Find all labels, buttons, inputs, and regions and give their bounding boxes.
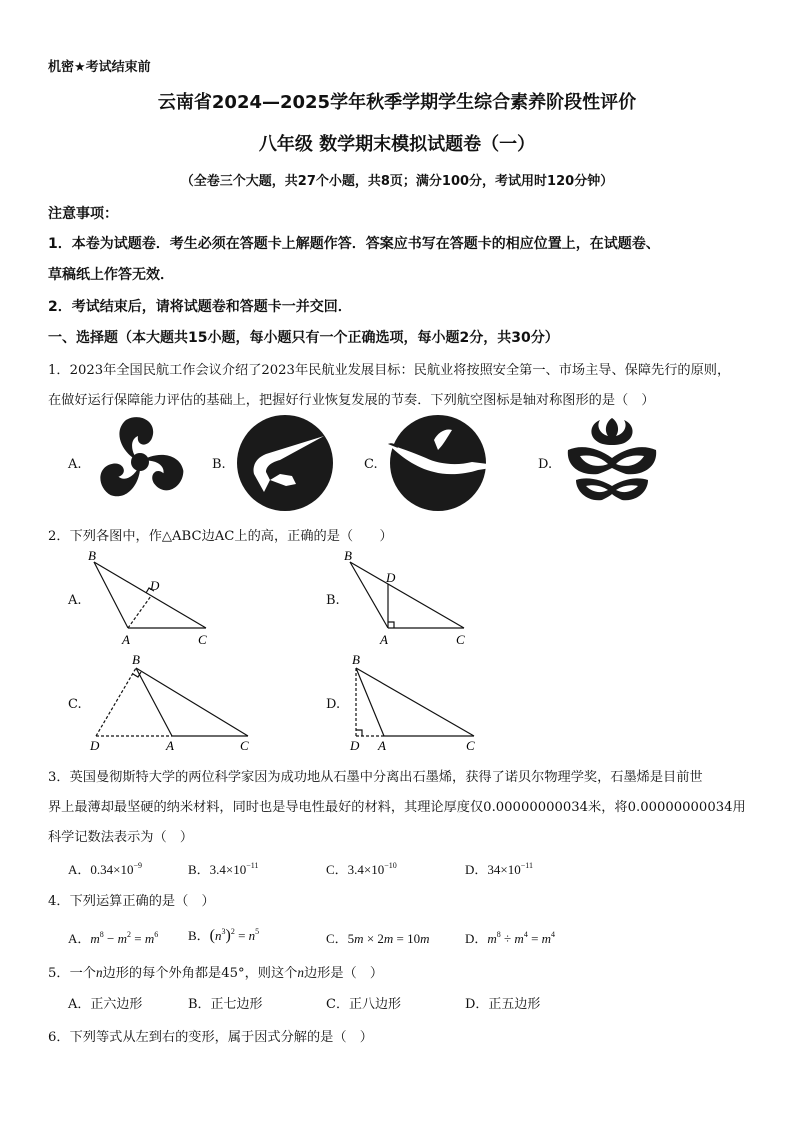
confidential-label: 机密★考试结束前: [48, 60, 151, 75]
vertex-c-label: C: [198, 632, 207, 647]
q3-option-c-base: 3.4×10: [347, 862, 385, 877]
q5-stem: [48, 962, 383, 981]
exam-title: 云南省2024—2025学年秋季学期学生综合素养阶段性评价: [157, 92, 637, 113]
q4-option-b: B．$(n^3)^2 = n^5$: [188, 927, 260, 944]
q1-option-c-label: C.: [364, 457, 378, 472]
swallow-logo: [236, 414, 334, 512]
q1-option-b-label: B.: [212, 457, 226, 472]
notice-heading: 注意事项：: [48, 206, 118, 222]
q5-stem-part3: 边形是（ ）: [303, 966, 384, 981]
q6-stem: 6．下列等式从左到右的变形，属于因式分解的是（ ）: [48, 1030, 373, 1045]
q1-stem-line1: 1．2023年全国民航工作会议介绍了2023年民航业发展目标：民航业将按照安全第一、市场主导、保障先行的原则，: [48, 363, 731, 378]
q5-option-a: A．正六边形: [68, 997, 143, 1012]
q4-option-a-label: A．: [68, 931, 91, 946]
q1-stem-line2: 在做好运行保障能力评估的基础上，把握好行业恢复发展的节奏．下列航空图标是轴对称图形的是（ ）: [48, 393, 655, 408]
q3-option-a-label: A．: [68, 862, 91, 877]
q2-option-a-label: A.: [68, 593, 82, 608]
q3-option-b-exponent: −11: [246, 861, 259, 870]
q3-option-b-base: 3.4×10: [209, 862, 247, 877]
q3-stem-line1: 3．英国曼彻斯特大学的两位科学家因为成功地从石墨中分离出石墨烯，获得了诺贝尔物理学奖，石墨烯是目前世: [48, 770, 703, 785]
q4-option-d: D．$m^8 \div m^4 = m^4$: [465, 930, 556, 946]
q3-option-b-label: B．: [188, 862, 210, 877]
q2-option-b-label: B.: [326, 593, 340, 608]
vertex-a-label: A: [122, 632, 130, 647]
vertex-d-label: D: [90, 738, 100, 753]
q4-option-d-label: D．: [465, 931, 488, 946]
q2-option-c-label: C.: [68, 697, 82, 712]
q3-stem-line3: 科学记数法表示为（ ）: [48, 830, 194, 845]
q3-stem-line2: 界上最薄却最坚硬的纳米材料，同时也是导电性最好的材料，其理论厚度仅0.00000000034米，将0.00000000034用: [48, 800, 746, 815]
q3-option-c-label: C．: [326, 862, 348, 877]
vertex-d-label: D: [386, 570, 396, 585]
vertex-b-label: B: [132, 652, 140, 667]
q5-option-d: D．正五边形: [465, 997, 541, 1012]
q3-option-a-base: 0.34×10: [90, 862, 134, 877]
q2-stem: 2．下列各图中，作△ABC边AC上的高，正确的是（ ）: [48, 529, 393, 544]
q5-variable-n: n: [95, 965, 103, 980]
vertex-a-label: A: [378, 738, 386, 753]
q5-option-b: B．正七边形: [188, 997, 263, 1012]
vertex-c-label: C: [240, 738, 249, 753]
q3-option-a: [68, 859, 142, 878]
q1-option-d-label: D.: [538, 457, 553, 472]
q2-option-d-label: D.: [326, 697, 341, 712]
vertex-c-label: C: [466, 738, 475, 753]
triangle-figure-a: [86, 548, 216, 648]
triangle-figure-c: [86, 652, 256, 756]
q3-option-c-exponent: −10: [384, 861, 397, 870]
triangle-figure-d: [344, 652, 484, 756]
vertex-a-label: A: [166, 738, 174, 753]
vertex-c-label: C: [456, 632, 465, 647]
notice-item-1-cont: 草稿纸上作答无效．: [48, 267, 174, 283]
vertex-d-label: D: [350, 738, 360, 753]
crane-logo: [386, 414, 506, 512]
q4-stem: 4．下列运算正确的是（ ）: [48, 894, 215, 909]
vertex-d-label: D: [150, 578, 160, 593]
exam-subtitle: 八年级 数学期末模拟试题卷（一）: [258, 134, 536, 155]
vertex-b-label: B: [344, 548, 352, 563]
q3-option-c: [326, 859, 397, 878]
q3-option-d-base: 34×10: [487, 862, 521, 877]
q5-option-c: C．正八边形: [326, 997, 401, 1012]
exam-info: （全卷三个大题，共27个小题，共8页；满分100分，考试用时120分钟）: [180, 174, 614, 189]
q3-option-d-label: D．: [465, 862, 488, 877]
q4-option-b-label: B．: [188, 928, 210, 943]
q3-option-b: [188, 859, 258, 878]
triangle-figure-b: [342, 548, 476, 648]
triskelion-logo: [92, 414, 188, 510]
vertex-b-label: B: [352, 652, 360, 667]
q4-option-a: A．$m^8 - m^2 = m^6$: [68, 930, 159, 946]
q5-stem-part1: 5．一个: [48, 966, 96, 981]
q5-stem-part2: 边形的每个外角都是45°，则这个: [102, 966, 298, 981]
q3-option-a-exponent: −9: [133, 861, 142, 870]
q3-option-d-exponent: −11: [520, 861, 533, 870]
ornament-logo: [562, 414, 662, 510]
section-heading: 一、选择题（本大题共15小题，每小题只有一个正确选项，每小题2分，共30分）: [48, 330, 559, 346]
q1-option-a-label: A.: [68, 457, 82, 472]
q4-option-c: C．5m × 2m = 10m: [326, 931, 430, 946]
q5-variable-n: n: [297, 965, 304, 980]
q3-option-d: [465, 859, 533, 878]
notice-item-1: 1．本卷为试题卷．考生必须在答题卡上解题作答．答案应书写在答题卡的相应位置上，在试题卷、: [48, 236, 660, 252]
q4-option-c-label: C．: [326, 931, 348, 946]
vertex-b-label: B: [88, 548, 96, 563]
vertex-a-label: A: [380, 632, 388, 647]
notice-item-2: 2．考试结束后，请将试题卷和答题卡一并交回．: [48, 299, 352, 315]
